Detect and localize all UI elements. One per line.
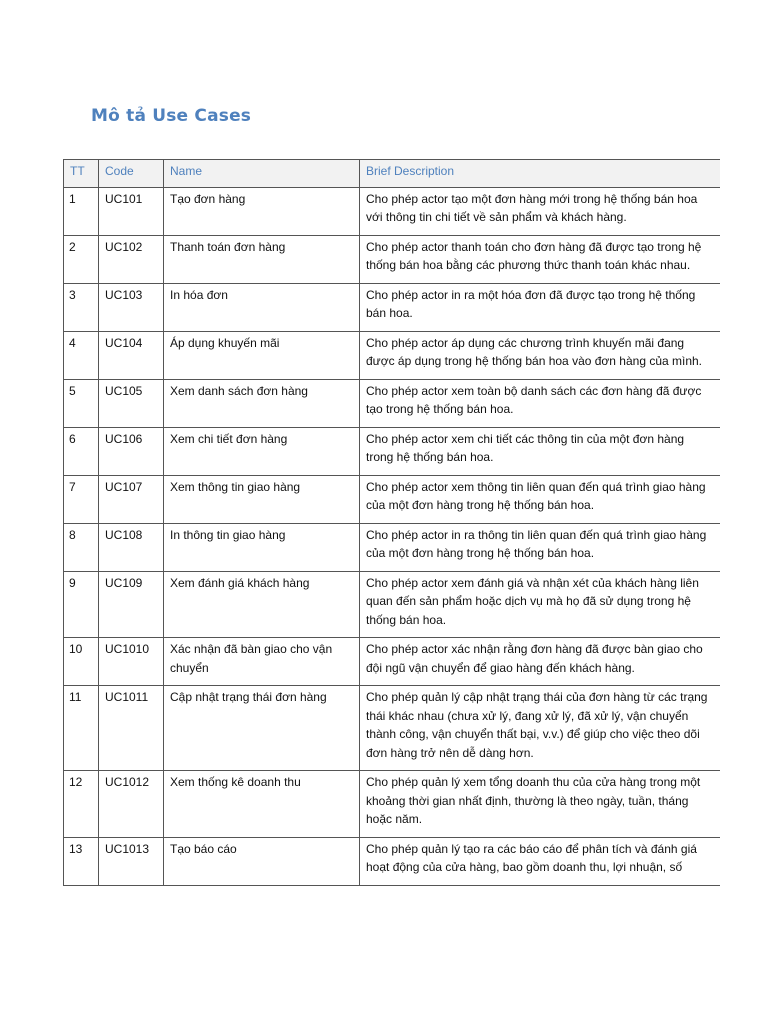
cell-description: Cho phép quản lý xem tổng doanh thu của cửa hàng trong một khoảng thời gian nhất định, thường là theo ngày, tuần, tháng hoặc năm. <box>360 771 721 838</box>
cell-code: UC101 <box>99 187 164 235</box>
cell-tt: 2 <box>64 235 99 283</box>
cell-name: Xem thống kê doanh thu <box>164 771 360 838</box>
cell-code: UC105 <box>99 379 164 427</box>
page-title: Mô tả Use Cases <box>91 106 252 126</box>
table-row <box>64 427 721 475</box>
cell-code: UC104 <box>99 331 164 379</box>
table-row <box>64 686 721 771</box>
cell-description: Cho phép actor xem đánh giá và nhận xét của khách hàng liên quan đến sản phẩm hoặc dịch vụ mà họ đã sử dụng trong hệ thống bán hoa. <box>360 571 721 638</box>
cell-description: Cho phép actor in ra thông tin liên quan đến quá trình giao hàng của một đơn hàng trong hệ thống bán hoa. <box>360 523 721 571</box>
cell-tt: 4 <box>64 331 99 379</box>
cell-name: In hóa đơn <box>164 283 360 331</box>
table-row <box>64 523 721 571</box>
table-row <box>64 331 721 379</box>
cell-tt: 13 <box>64 837 99 885</box>
cell-tt: 6 <box>64 427 99 475</box>
cell-tt: 10 <box>64 638 99 686</box>
header-code: Code <box>99 160 164 188</box>
cell-code: UC102 <box>99 235 164 283</box>
header-description: Brief Description <box>360 160 721 188</box>
cell-description: Cho phép actor xem chi tiết các thông tin của một đơn hàng trong hệ thống bán hoa. <box>360 427 721 475</box>
cell-description: Cho phép actor thanh toán cho đơn hàng đã được tạo trong hệ thống bán hoa bằng các phương thức thanh toán khác nhau. <box>360 235 721 283</box>
cell-tt: 7 <box>64 475 99 523</box>
cell-name: Áp dụng khuyến mãi <box>164 331 360 379</box>
cell-name: Xem chi tiết đơn hàng <box>164 427 360 475</box>
cell-description: Cho phép actor xem toàn bộ danh sách các đơn hàng đã được tạo trong hệ thống bán hoa. <box>360 379 721 427</box>
cell-description: Cho phép quản lý cập nhật trạng thái của đơn hàng từ các trạng thái khác nhau (chưa xử lý, đang xử lý, đã xử lý, vận chuyển thành công, vận chuyển thất bại, v.v.) để giúp cho việc theo dõi đơn hàng trở nên dễ dàng hơn. <box>360 686 721 771</box>
cell-code: UC109 <box>99 571 164 638</box>
cell-description: Cho phép actor in ra một hóa đơn đã được tạo trong hệ thống bán hoa. <box>360 283 721 331</box>
cell-code: UC106 <box>99 427 164 475</box>
cell-tt: 3 <box>64 283 99 331</box>
cell-tt: 12 <box>64 771 99 838</box>
cell-code: UC107 <box>99 475 164 523</box>
use-case-table <box>63 159 720 886</box>
table-row <box>64 638 721 686</box>
cell-code: UC1013 <box>99 837 164 885</box>
cell-description: Cho phép actor xem thông tin liên quan đến quá trình giao hàng của một đơn hàng trong hệ thống bán hoa. <box>360 475 721 523</box>
table-row <box>64 283 721 331</box>
table-header-row <box>64 160 721 188</box>
cell-name: Tạo báo cáo <box>164 837 360 885</box>
cell-tt: 11 <box>64 686 99 771</box>
cell-code: UC1010 <box>99 638 164 686</box>
cell-tt: 8 <box>64 523 99 571</box>
cell-tt: 9 <box>64 571 99 638</box>
cell-name: Thanh toán đơn hàng <box>164 235 360 283</box>
cell-code: UC1012 <box>99 771 164 838</box>
cell-description: Cho phép actor áp dụng các chương trình khuyến mãi đang được áp dụng trong hệ thống bán hoa vào đơn hàng của mình. <box>360 331 721 379</box>
table-row <box>64 379 721 427</box>
cell-name: In thông tin giao hàng <box>164 523 360 571</box>
header-name: Name <box>164 160 360 188</box>
cell-code: UC108 <box>99 523 164 571</box>
cell-code: UC1011 <box>99 686 164 771</box>
table-row <box>64 571 721 638</box>
table-row <box>64 235 721 283</box>
table-row <box>64 837 721 885</box>
cell-description: Cho phép quản lý tạo ra các báo cáo để phân tích và đánh giá hoạt động của cửa hàng, bao gồm doanh thu, lợi nhuận, số <box>360 837 721 885</box>
cell-tt: 1 <box>64 187 99 235</box>
cell-code: UC103 <box>99 283 164 331</box>
cell-description: Cho phép actor tạo một đơn hàng mới trong hệ thống bán hoa với thông tin chi tiết về sản phẩm và khách hàng. <box>360 187 721 235</box>
cell-name: Xác nhận đã bàn giao cho vận chuyển <box>164 638 360 686</box>
cell-description: Cho phép actor xác nhận rằng đơn hàng đã được bàn giao cho đội ngũ vận chuyển để giao hàng đến khách hàng. <box>360 638 721 686</box>
table-row <box>64 187 721 235</box>
table-row <box>64 771 721 838</box>
use-case-table-container <box>63 159 720 921</box>
table-row <box>64 475 721 523</box>
header-tt: TT <box>64 160 99 188</box>
cell-name: Xem đánh giá khách hàng <box>164 571 360 638</box>
cell-name: Xem danh sách đơn hàng <box>164 379 360 427</box>
cell-name: Xem thông tin giao hàng <box>164 475 360 523</box>
cell-name: Tạo đơn hàng <box>164 187 360 235</box>
cell-tt: 5 <box>64 379 99 427</box>
cell-name: Cập nhật trạng thái đơn hàng <box>164 686 360 771</box>
